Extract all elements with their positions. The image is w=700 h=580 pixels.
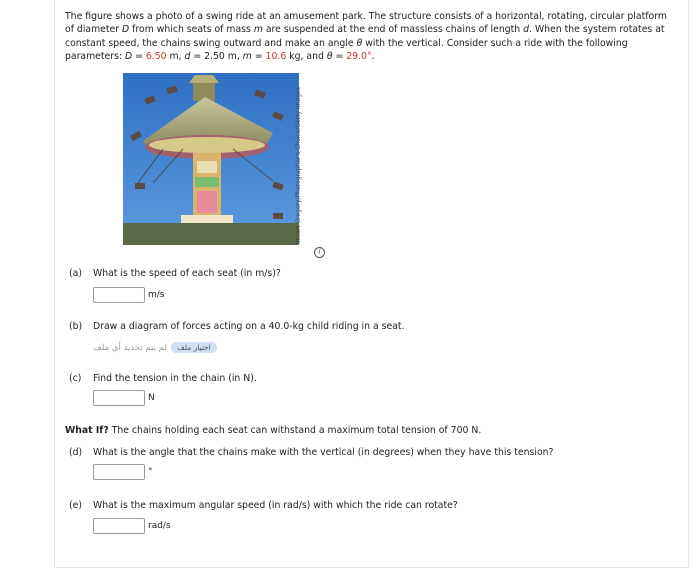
answer-d-input[interactable] [93, 464, 145, 480]
question-c-label: (c) [69, 373, 82, 384]
intro-text: . When the system rotates at constant speed, the chains swing outward and make an angle [65, 24, 665, 49]
question-e-label: (e) [69, 500, 82, 511]
file-upload [93, 342, 217, 353]
question-e-text: What is the maximum angular speed (in rad/s) with which the ride can rotate? [93, 500, 458, 511]
question-d-label: (d) [69, 447, 83, 458]
answer-a-input[interactable] [93, 287, 145, 303]
var-d: d [523, 24, 530, 36]
var-theta: θ [356, 37, 363, 49]
param-m-label: m [242, 51, 252, 63]
answer-d [93, 461, 153, 480]
param-d-value: = 2.50 m, [190, 51, 243, 63]
question-d [69, 447, 553, 458]
what-if-text: The chains holding each seat can withstand a maximum total tension of 700 N. [108, 425, 482, 436]
question-c-text: Find the tension in the chain (in N). [93, 373, 257, 384]
info-icon[interactable]: i [314, 247, 325, 258]
answer-e [93, 515, 171, 534]
var-m: m [253, 24, 263, 36]
question-c [69, 373, 257, 384]
answer-a-unit: m/s [148, 289, 165, 300]
param-D-value: 6.50 [145, 51, 167, 63]
intro-text: The figure shows a photo of a swing ride at an amusement park. The structure consists of a horizontal, rotating, circular platform of diameter [65, 11, 667, 36]
intro-text: with the vertical. Consider such a ride with the following parameters: [65, 37, 628, 63]
intro-text: from which seats of mass [129, 24, 254, 36]
answer-e-input[interactable] [93, 518, 145, 534]
question-b [69, 321, 405, 332]
param-m-value: 10.6 [265, 51, 287, 63]
question-a-text: What is the speed of each seat (in m/s)? [93, 268, 281, 279]
var-D: D [122, 24, 130, 36]
answer-c-input[interactable] [93, 390, 145, 406]
file-status: لم يتم تحديد أي ملف [93, 342, 167, 353]
param-theta-label: θ [326, 51, 333, 63]
question-e [69, 500, 458, 511]
answer-c [93, 387, 155, 406]
param-eq: = [332, 51, 347, 63]
param-eq: = [251, 51, 266, 63]
question-b-label: (b) [69, 321, 83, 332]
param-m-unit: kg, and [286, 51, 327, 63]
param-eq: = [132, 51, 146, 63]
param-d-label: d [184, 51, 191, 63]
what-if [65, 425, 481, 436]
answer-d-unit: ° [148, 466, 153, 477]
param-D-unit: m, [166, 51, 185, 63]
problem-page [54, 0, 689, 568]
question-a [69, 268, 281, 279]
choose-file-button[interactable]: اختيار ملف [171, 342, 217, 353]
question-b-text: Draw a diagram of forces acting on a 40.0-kg child riding in a seat. [93, 321, 405, 332]
answer-a [93, 284, 165, 303]
swing-ride-photo [123, 73, 299, 245]
param-D-label: D [125, 51, 133, 63]
problem-intro [65, 10, 677, 64]
answer-c-unit: N [148, 392, 155, 403]
what-if-heading: What If? [65, 425, 109, 436]
question-d-text: What is the angle that the chains make with the vertical (in degrees) when they have this tension? [93, 447, 554, 458]
answer-e-unit: rad/s [148, 520, 171, 531]
param-end: . [371, 51, 375, 63]
param-theta-value: 29.0° [346, 51, 372, 63]
photo-credit: Stuart Gregory/Photographer's Choice/Getty Images [295, 87, 302, 244]
intro-text: are suspended at the end of massless chains of length [262, 24, 524, 36]
question-a-label: (a) [69, 268, 82, 279]
